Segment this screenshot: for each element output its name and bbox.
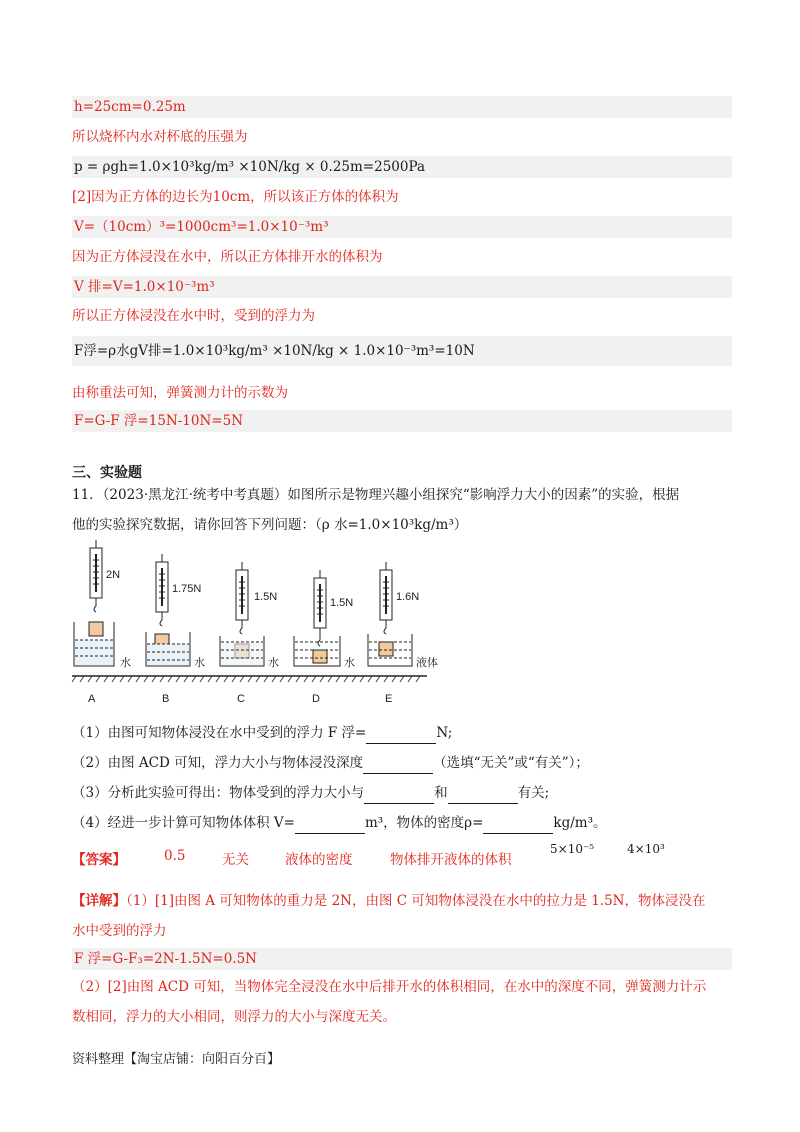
- detail-line: 水中受到的浮力: [72, 923, 167, 939]
- solution-line: 因为正方体浸没在水中，所以正方体排开水的体积为: [72, 249, 383, 265]
- question-stem: 他的实验探究数据，请你回答下列问题：（ρ 水=1.0×10³kg/m³）: [72, 517, 468, 533]
- sub-question-4: （4）经进一步计算可知物体体积 V= m³，物体的密度ρ= kg/m³。: [72, 812, 607, 834]
- setup-a: [74, 540, 114, 666]
- sub-question-2: （2）由图 ACD 可知，浮力大小与物体浸没深度 （选填“无关”或“有关”）；: [72, 752, 589, 774]
- question-stem: 11．（2023·黑龙江·统考中考真题）如图所示是物理兴趣小组探究“影响浮力大小的因素”的实验，根据: [72, 487, 680, 503]
- reading-c: 1.5N: [254, 591, 278, 603]
- reading-d: 1.5N: [330, 597, 354, 609]
- section-title: 三、实验题: [72, 465, 142, 481]
- setup-label-e: E: [385, 693, 393, 705]
- solution-line: 由称重法可知，弹簧测力计的示数为: [72, 385, 288, 401]
- solution-formula: F浮=ρ水gV排=1.0×10³kg/m³ ×10N/kg × 1.0×10⁻³m³=10N: [72, 336, 732, 366]
- setup-label-d: D: [312, 693, 320, 705]
- setup-d: [294, 570, 340, 666]
- solution-formula: V 排=V=1.0×10⁻³m³: [72, 276, 732, 298]
- solution-line: 所以烧杯内水对杯底的压强为: [72, 129, 248, 145]
- setup-label-b: B: [162, 693, 170, 705]
- solution-line: h=25cm=0.25m: [72, 96, 732, 118]
- answer-blank: [483, 817, 553, 834]
- solution-formula: F=G-F 浮=15N-10N=5N: [72, 410, 732, 432]
- answer-2: 无关: [222, 852, 249, 868]
- answer-blank: [366, 727, 436, 744]
- liquid-label-b: 水: [194, 657, 205, 669]
- answer-4: 物体排开液体的体积: [390, 852, 512, 868]
- answer-1: 0.5: [164, 848, 186, 864]
- answer-3: 液体的密度: [285, 852, 353, 868]
- answer-tag: 【答案】: [72, 852, 126, 868]
- reading-b: 1.75N: [172, 583, 202, 595]
- experiment-figure: [72, 540, 438, 710]
- liquid-label-e: 液体: [416, 657, 438, 669]
- answer-blank: [295, 817, 365, 834]
- setup-e: [368, 562, 412, 666]
- solution-line: [2]因为正方体的边长为10cm，所以该正方体的体积为: [72, 189, 399, 205]
- setup-c: [220, 562, 264, 666]
- solution-line: 所以正方体浸没在水中时，受到的浮力为: [72, 308, 315, 324]
- setup-label-a: A: [88, 693, 96, 705]
- setup-b: [146, 554, 190, 666]
- liquid-label-c: 水: [268, 657, 279, 669]
- solution-formula: V=（10cm）³=1000cm³=1.0×10⁻³m³: [72, 216, 732, 238]
- setup-label-c: C: [237, 693, 245, 705]
- reading-e: 1.6N: [396, 591, 420, 603]
- detail-line: 数相同，浮力的大小相同，则浮力的大小与深度无关。: [72, 1009, 396, 1025]
- liquid-label-a: 水: [120, 657, 131, 669]
- detail-tag: 【详解】: [72, 893, 126, 909]
- liquid-label-d: 水: [344, 657, 355, 669]
- answer-blank: [363, 757, 433, 774]
- detail-line: （2）[2]由图 ACD 可知，当物体完全浸没在水中后排开水的体积相同，在水中的深度不同，弹簧测力计示: [72, 979, 707, 995]
- answer-blank: [448, 787, 518, 804]
- reading-a: 2N: [106, 569, 121, 581]
- sub-question-3: （3）分析此实验可得出：物体受到的浮力大小与 和 有关;: [72, 782, 549, 804]
- footer-note: 资料整理【淘宝店铺：向阳百分百】: [72, 1052, 281, 1067]
- detail-formula: F 浮=G-F₃=2N-1.5N=0.5N: [72, 948, 732, 970]
- answer-5: 5×10⁻⁵: [550, 842, 595, 856]
- answer-blank: [364, 787, 434, 804]
- sub-question-1: （1）由图可知物体浸没在水中受到的浮力 F 浮= N;: [72, 722, 452, 744]
- answer-6: 4×10³: [627, 842, 665, 856]
- solution-formula: p = ρgh=1.0×10³kg/m³ ×10N/kg × 0.25m=2500Pa: [72, 156, 732, 178]
- detail-line: 【详解】（1）[1]由图 A 可知物体的重力是 2N，由图 C 可知物体浸没在水中的拉力是 1.5N，物体浸没在: [72, 893, 706, 909]
